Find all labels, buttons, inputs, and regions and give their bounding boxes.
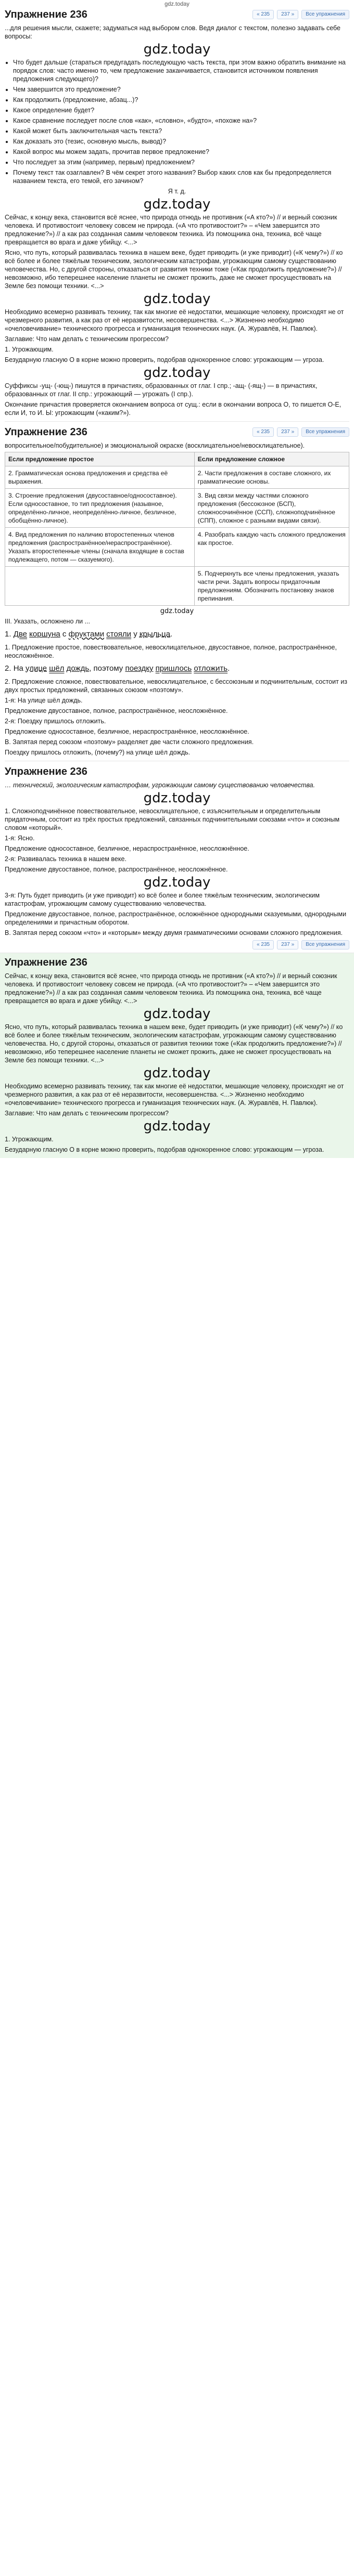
part-analysis: Предложение двусоставное, полное, распространённое, неосложнённое. (5, 866, 228, 873)
analysis-text: 1. Предложение простое, повествовательное, невосклицательное, двусоставное, полное, распространённое, неосложнённое. (5, 644, 337, 659)
scheme-word: 1. (5, 630, 11, 639)
punctuation-note: В. Запятая перед союзом «что» и «которым» между двумя грамматическими основами сложного предложения. (5, 929, 343, 936)
punctuation-note: В. Запятая перед союзом «поэтому» разделяет две части сложного предложения. (5, 738, 254, 746)
answer-text: Безударную гласную О в корне можно проверить, подобрав однокоренное слово: угрожающим — угроза. (5, 1146, 324, 1153)
scheme-word: стояли (106, 630, 132, 639)
scheme-word: с (62, 630, 67, 639)
table-cell: 4. Разобрать каждую часть сложного предложения как простое. (194, 528, 349, 567)
all-exercises-button[interactable]: Все упражнения (301, 10, 349, 19)
answer-text: Безударную гласную О в корне можно проверить, подобрав однокоренное слово: угрожающим — угроза. (5, 356, 324, 363)
watermark: gdz.today (143, 1006, 211, 1022)
question-item: • Чем завершится это предложение? (13, 85, 349, 94)
scheme-word: шёл (49, 664, 65, 673)
exercise-section-2 (5, 421, 349, 757)
exercise-title (5, 956, 349, 969)
question-item: • Какой может быть заключительная часть текста? (13, 127, 349, 135)
table-row (5, 567, 349, 606)
table-row (5, 528, 349, 567)
title-answer: Заглавие: Что нам делать с техническим прогрессом? (5, 335, 169, 343)
scheme-line: Поездку пришлось отложить, (почему?) на улице шёл дождь. (5, 749, 191, 756)
question-list (5, 58, 349, 185)
answer-line: 1. Угрожающим. (5, 1136, 54, 1143)
scheme-word: коршуна (29, 630, 60, 639)
scheme-word: крыльца (139, 630, 171, 639)
table-cell: 4. Вид предложения по наличию второстепенных членов предложения (распространённое/нераспространённое). Указать второстепенные члены (сначала входящие в состав подлежащего, потом — сказуемого). (5, 528, 195, 567)
exercise-title-text: Упражнение 236 (5, 426, 87, 438)
table-cell: 5. Подчеркнуть все члены предложения, указать части речи. Задать вопросы придаточным предложениям. Обозначить постановку знаков препинания. (194, 567, 349, 606)
table-cell: 2. Части предложения в составе сложного, их грамматические основы. (194, 466, 349, 489)
scheme-line: … технический, экологическим катастрофам, угрожающим самому существованию человечества. (5, 782, 315, 789)
all-exercises-button[interactable]: Все упражнения (301, 427, 349, 437)
part-analysis: Предложение двусоставное, полное, распространённое, неосложнённое. (5, 707, 228, 714)
intro-text: вопросительное/побудительное) и эмоциональной окраске (восклицательное/невосклицательное). (5, 442, 305, 449)
answer-line: 1. Угрожающим. (5, 346, 54, 353)
question-item: • Почему текст так озаглавлен? В чём секрет этого названия? Выбор каких слов как бы предопределяется названием текста, его темой, его зачином? (13, 168, 349, 185)
exercise-section-3 (5, 761, 349, 949)
exercise-nav (252, 10, 349, 19)
watermark: gdz.today (143, 1065, 211, 1081)
watermark: gdz.today (143, 365, 211, 381)
exercise-nav (252, 427, 349, 437)
answer-text: Окончание причастия проверяется окончанием вопроса от сущ.: если в окончании вопроса О, то пишется О-Е, если И, то И. Ы: угрожающим («каким?»). (5, 401, 342, 417)
part-label: 1-я: Ясно. (5, 835, 35, 842)
watermark: gdz.today (143, 875, 211, 890)
title-answer: Заглавие: Что нам делать с техническим прогрессом? (5, 1110, 169, 1117)
table-cell: 3. Строение предложения (двусоставное/односоставное). Если односоставное, то тип предложения (назывное, определённо-личное, неопределённо-личное, безличное, обобщённо-личное). (5, 489, 195, 528)
sentence-scheme (5, 629, 349, 640)
part-label: 2-я: Поездку пришлось отложить. (5, 718, 106, 725)
text-paragraph: Ясно, что путь, который развивалась техника в нашем веке, будет приводить (и уже приводит) («К чему?») // ко всё более и более тяжёлым техническим, экологическим катастрофам, угрожающим самому существованию человечества. Но, с другой стороны, отказаться от развития техники тоже («Как продолжить предложение?») // невозможно, ибо теперешнее население планеты не сможет прожить, даже не сможет просуществовать на Земле без помощи техники. <...> (5, 249, 343, 290)
text-paragraph: Необходимо всемерно развивать технику, так как многие её недостатки, мешающие человеку, происходят не от чрезмерного развития, а как раз от её неразвитости, несовершенства. <...> Жизненно необходимо «очеловечивание» технического прогресса и гуманизация технических наук. (А. Журавлёв, Н. Павлюк). (5, 308, 344, 332)
scheme-word: . (170, 630, 173, 639)
next-exercise-button[interactable]: 237 » (277, 427, 298, 437)
text-paragraph: Ясно, что путь, который развивалась техника в нашем веке, будет приводить (и уже приводит) («К чему?») // ко всё более и более тяжёлым техническим, экологическим катастрофам, угрожающим самому существованию человечества. Но, с другой стороны, отказаться от развития техники тоже («Как продолжить предложение?») // невозможно, ибо теперешнее население планеты не сможет прожить, даже не сможет просуществовать на Земле без помощи техники. <...> (5, 1023, 343, 1064)
text-paragraph: Сейчас, к концу века, становится всё яснее, что природа отнюдь не противник («А кто?») // и верный союзник человека. И противостоит человеку совсем не природа. («А что противостоит?» – «Чем завершится это предложение?») // а как раз созданная самим человеком техника. Из помощника она, техника, всё чаще превращается во врага и даже убийцу. <...> (5, 214, 337, 246)
scheme-word: . (227, 664, 230, 673)
part-analysis: Предложение односоставное, безличное, нераспространённое, неосложнённое. (5, 845, 249, 852)
table-cell: 2. Грамматическая основа предложения и средства её выражения. (5, 466, 195, 489)
prev-exercise-button[interactable]: « 235 (252, 940, 274, 949)
table-row (5, 489, 349, 528)
analysis-text: 1. Сложноподчинённое повествовательное, невосклицательное, с изъяснительным и определительным придаточным, состоит из трёх простых предложений, связанных подчинительными союзами «что» и союзным словом «который». (5, 808, 340, 831)
analysis-step: III. Указать, осложнено ли ... (5, 618, 91, 625)
scheme-word: поездку (125, 664, 154, 673)
next-exercise-button[interactable]: 237 » (277, 10, 298, 19)
text-paragraph: Необходимо всемерно развивать технику, так как многие её недостатки, мешающие человеку, происходят не от чрезмерного развития, а как раз от её неразвитости, несовершенства. <...> Жизненно необходимо «очеловечивание» технического прогресса и гуманизация технических наук. (А. Журавлёв, Н. Павлюк). (5, 1083, 344, 1107)
question-item: • Какое определение будет? (13, 106, 349, 114)
part-label: 1-я: На улице шёл дождь. (5, 697, 83, 704)
scheme-word: дождь (66, 664, 90, 673)
scheme-word: фруктами (68, 630, 105, 639)
scheme-word: 2. (5, 664, 11, 673)
table-header: Если предложение простое (5, 452, 195, 466)
scheme-word: улице (26, 664, 47, 673)
part-label: 2-я: Развивалась техника в нашем веке. (5, 855, 127, 863)
answer-text: Суффиксы -ущ- (-ющ-) пишутся в причастиях, образованных от глаг. I спр.; -ащ- (-ящ-) — в причастиях, образованных от глаг. II спр.: угрожающий — угрожать (I спр.). (5, 382, 318, 398)
scheme-word: Две (13, 630, 27, 639)
site-logo[interactable]: gdz.today (165, 1, 189, 7)
table-cell (5, 567, 195, 606)
scheme-word: На (13, 664, 23, 673)
next-exercise-button[interactable]: 237 » (277, 940, 298, 949)
exercise-title (5, 8, 349, 21)
scheme-word: поэтому (93, 664, 123, 673)
watermark: gdz.today (143, 42, 211, 57)
table-header: Если предложение сложное (194, 452, 349, 466)
part-analysis: Предложение двусоставное, полное, распространённое, осложнённое однородными сказуемыми, однородными определениями и причастным оборотом. (5, 910, 347, 926)
prev-exercise-button[interactable]: « 235 (252, 10, 274, 19)
question-item: • Какой вопрос мы можем задать, прочитав первое предложение? (13, 148, 349, 156)
exercise-nav (5, 940, 349, 949)
scheme-word: у (133, 630, 137, 639)
question-item: • Как продолжить (предложение, абзац...)? (13, 96, 349, 104)
table-cell: 3. Вид связи между частями сложного предложения (бессоюзное (БСП), сложносочинённое (ССП), сложноподчинённое (СПП), сложное с разными видами связи). (194, 489, 349, 528)
scheme-word: отложить (194, 664, 228, 673)
question-item: • Что будет дальше (стараться предугадать последующую часть текста, при этом важно обратить внимание на порядок слов: часто именно то, чем предложение заканчивается, становится источником появления предложения следующего)? (13, 58, 349, 83)
exercise-section-4 (0, 953, 354, 1158)
watermark: gdz.today (160, 607, 194, 615)
exercise-title-text: Упражнение 236 (5, 766, 87, 777)
part-analysis: Предложение односоставное, безличное, нераспространённое, неосложнённое. (5, 728, 249, 735)
question-item: • Как доказать это (тезис, основную мысль, вывод)? (13, 137, 349, 146)
sentence-scheme (5, 663, 349, 674)
all-exercises-button[interactable]: Все упражнения (301, 940, 349, 949)
scheme-word: , (89, 664, 92, 673)
watermark: gdz.today (143, 790, 211, 806)
intro-text: ...для решения мысли, скажете; задуматься над выбором слов. Ведя диалог с текстом, полезно задавать себе вопросы: (5, 24, 340, 40)
etc-tag: Я т. д. (168, 188, 186, 195)
question-item: • Что последует за этим (например, первым) предложением? (13, 158, 349, 166)
comparison-table (5, 452, 349, 606)
exercise-title-text: Упражнение 236 (5, 9, 87, 20)
prev-exercise-button[interactable]: « 235 (252, 427, 274, 437)
exercise-title-text: Упражнение 236 (5, 957, 87, 968)
exercise-title (5, 765, 349, 778)
part-label: 3-я: Путь будет приводить (и уже приводит) ко всё более и более тяжёлым техническим, экологическим катастрофам, угрожающим самому существованию человечества. (5, 892, 320, 907)
watermark: gdz.today (143, 291, 211, 307)
text-paragraph: Сейчас, к концу века, становится всё яснее, что природа отнюдь не противник («А кто?») // и верный союзник человека. И противостоит человеку совсем не природа. («А что противостоит?» – «Чем завершится это предложение?») // а как раз созданная самим человеком техника. Из помощника она, техника, всё чаще превращается во врага и даже убийцу. <...> (5, 972, 337, 1005)
table-row (5, 466, 349, 489)
question-item: • Какое сравнение последует после слов «как», «словно», «будто», «похоже на»? (13, 116, 349, 125)
watermark: gdz.today (143, 1118, 211, 1134)
analysis-text: 2. Предложение сложное, повествовательное, невосклицательное, с бессоюзным и подчинительным, состоит из двух простых предложений, связанных союзом «поэтому». (5, 678, 348, 694)
watermark: gdz.today (143, 197, 211, 212)
scheme-word: пришлось (155, 664, 192, 673)
exercise-title (5, 426, 349, 438)
